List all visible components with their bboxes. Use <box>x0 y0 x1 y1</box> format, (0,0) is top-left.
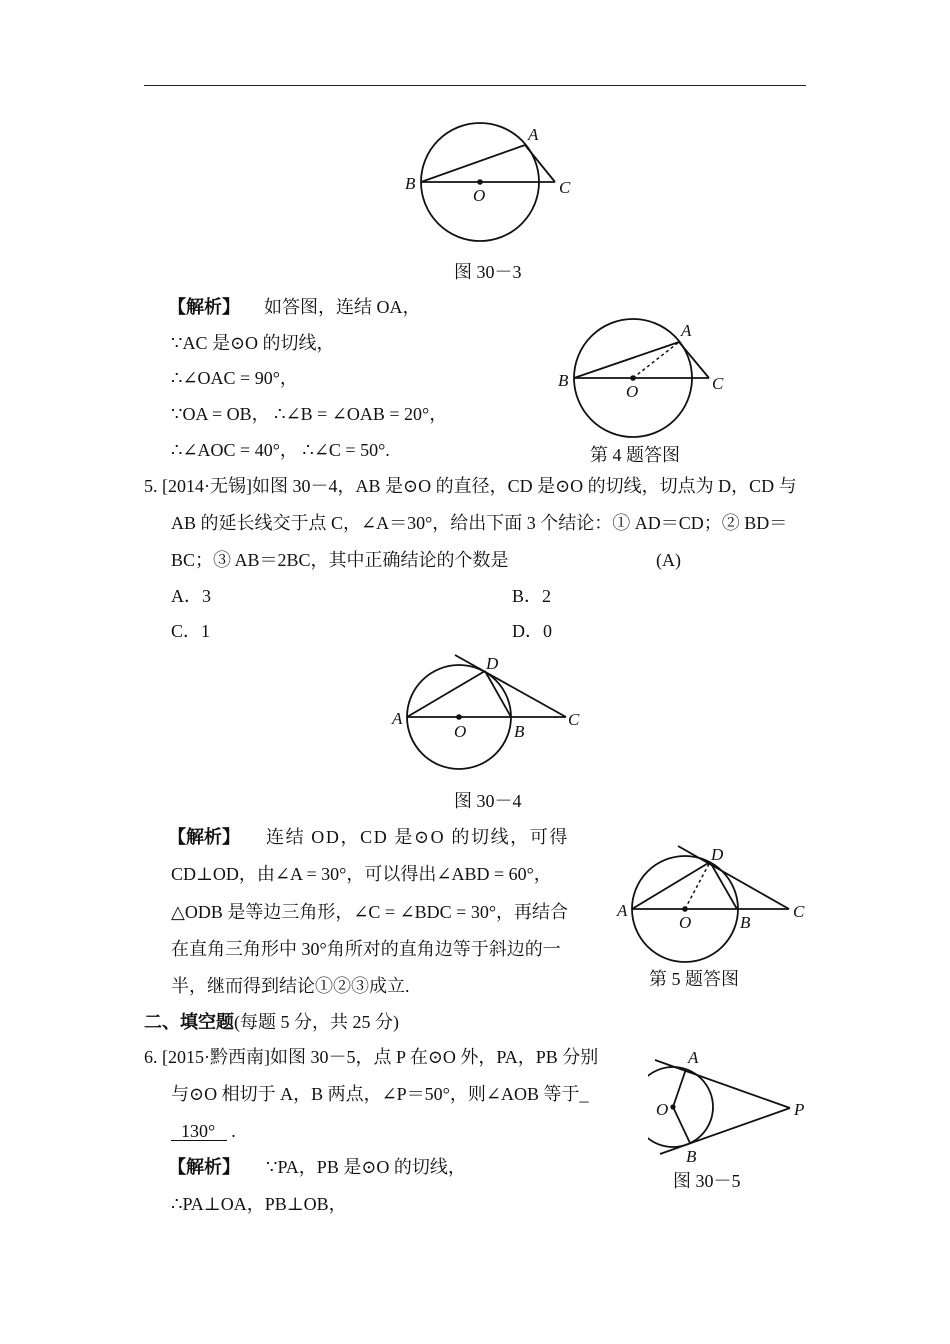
label-o: O <box>626 382 639 401</box>
segment-ac <box>525 145 555 182</box>
q5-solution-line-3: △ODB 是等边三角形，∠C = ∠BDC = 30°，再结合 <box>171 902 569 922</box>
label-a: A <box>681 321 692 340</box>
label-o: O <box>473 186 486 205</box>
section-2-note: (每题 5 分，共 25 分) <box>234 1012 399 1032</box>
label-d: D <box>486 654 499 673</box>
label-c: C <box>712 374 724 393</box>
section-2-title: 二、填空题 <box>144 1012 234 1032</box>
q6-line-2-text: 与⊙O 相切于 A，B 两点，∠P＝50°，则∠AOB 等于 <box>171 1084 580 1104</box>
q5-line-3: BC；③ AB＝2BC，其中正确结论的个数是 <box>171 550 509 570</box>
segment-ba <box>574 342 679 378</box>
q5-answer: (A) <box>656 550 681 570</box>
q4-solution-line-1 <box>168 298 421 316</box>
figure-30-4 <box>388 648 588 778</box>
q6-solution-line-1 <box>168 1158 466 1176</box>
radius-ob <box>673 1107 690 1143</box>
q5-line-1: 5. [2014·无锡]如图 30－4，AB 是⊙O 的直径，CD 是⊙O 的切线，切点为 D，CD 与 <box>144 476 797 496</box>
q5-option-b: B．2 <box>512 586 552 606</box>
figure-q4-answer <box>553 312 733 442</box>
label-a: A <box>617 901 628 920</box>
q5-option-d: D．0 <box>512 621 552 641</box>
q5-option-c: C．1 <box>171 621 211 641</box>
q4-solution-text-1: 如答图，连结 OA， <box>264 297 421 317</box>
tangent-pb <box>660 1108 790 1154</box>
q6-solution-text-1: ∵PA，PB 是⊙O 的切线， <box>266 1157 466 1177</box>
q6-line-2 <box>171 1085 588 1103</box>
figure-caption-30-5: 图 30－5 <box>673 1171 741 1191</box>
label-d: D <box>711 845 724 864</box>
figure-caption-q4-answer: 第 4 题答图 <box>590 445 680 465</box>
q5-option-a: A．3 <box>171 586 211 606</box>
label-b: B <box>740 913 751 932</box>
segment-db <box>485 671 511 717</box>
q5-solution-line-5: 半，继而得到结论①②③成立. <box>171 976 410 996</box>
q5-solution-line-2: CD⊥OD，由∠A = 30°，可以得出∠ABD = 60°， <box>171 864 552 884</box>
tangent-cd <box>678 846 789 909</box>
center-dot <box>682 906 688 912</box>
q6-answer-line <box>171 1122 236 1141</box>
segment-ac <box>679 342 709 378</box>
label-o: O <box>656 1100 669 1119</box>
header-rule <box>144 85 806 86</box>
label-b: B <box>405 174 416 193</box>
radius-oa <box>673 1069 686 1107</box>
solution-tag: 【解析】 <box>168 1157 240 1177</box>
label-c: C <box>793 902 805 921</box>
q6-answer-blank: 130° <box>171 1122 227 1141</box>
q6-solution-line-2: ∴PA⊥OA，PB⊥OB， <box>171 1194 347 1214</box>
label-o: O <box>454 722 467 741</box>
label-o: O <box>679 913 692 932</box>
q6-blank-lead: _ <box>579 1084 589 1104</box>
center-dot <box>477 179 483 185</box>
q4-solution-line-2: ∵AC 是⊙O 的切线， <box>171 333 335 353</box>
q5-solution-text-1: 连结 OD，CD 是⊙O 的切线，可得 <box>266 827 569 847</box>
q5-solution-line-4: 在直角三角形中 30°角所对的直角边等于斜边的一 <box>171 939 561 959</box>
segment-ad <box>407 671 485 717</box>
label-b: B <box>686 1147 697 1166</box>
label-b: B <box>514 722 525 741</box>
q4-solution-line-5: ∴∠AOC = 40°， ∴∠C = 50°. <box>171 440 390 460</box>
label-a: A <box>392 709 403 728</box>
q5-solution-line-1 <box>168 828 569 846</box>
center-dot <box>630 375 636 381</box>
figure-30-3 <box>395 118 585 248</box>
label-a: A <box>528 125 539 144</box>
solution-tag: 【解析】 <box>168 297 240 317</box>
q4-solution-line-4: ∵OA = OB， ∴∠B = ∠OAB = 20°， <box>171 404 448 424</box>
q5-line-2: AB 的延长线交于点 C，∠A＝30°，给出下面 3 个结论：① AD＝CD；② BD＝ <box>171 513 788 533</box>
label-b: B <box>558 371 569 390</box>
label-p: P <box>794 1100 805 1119</box>
figure-caption-30-3: 图 30－3 <box>454 262 522 282</box>
label-c: C <box>559 178 571 197</box>
figure-caption-30-4: 图 30－4 <box>454 791 522 811</box>
label-a: A <box>688 1048 699 1067</box>
figure-q5-answer <box>612 840 812 965</box>
solution-tag: 【解析】 <box>168 827 240 847</box>
q6-end: . <box>231 1121 236 1141</box>
q4-solution-line-3: ∴∠OAC = 90°， <box>171 368 298 388</box>
segment-ba <box>421 145 525 182</box>
q6-line-1: 6. [2015·黔西南]如图 30－5，点 P 在⊙O 外，PA，PB 分别 <box>144 1047 599 1067</box>
center-dot <box>456 714 462 720</box>
label-c: C <box>568 710 580 729</box>
figure-caption-q5-answer: 第 5 题答图 <box>649 969 739 989</box>
center-dot <box>670 1104 675 1109</box>
figure-30-5 <box>648 1045 813 1170</box>
segment-oa-dashed <box>633 342 679 378</box>
section-2-heading <box>144 1013 399 1031</box>
